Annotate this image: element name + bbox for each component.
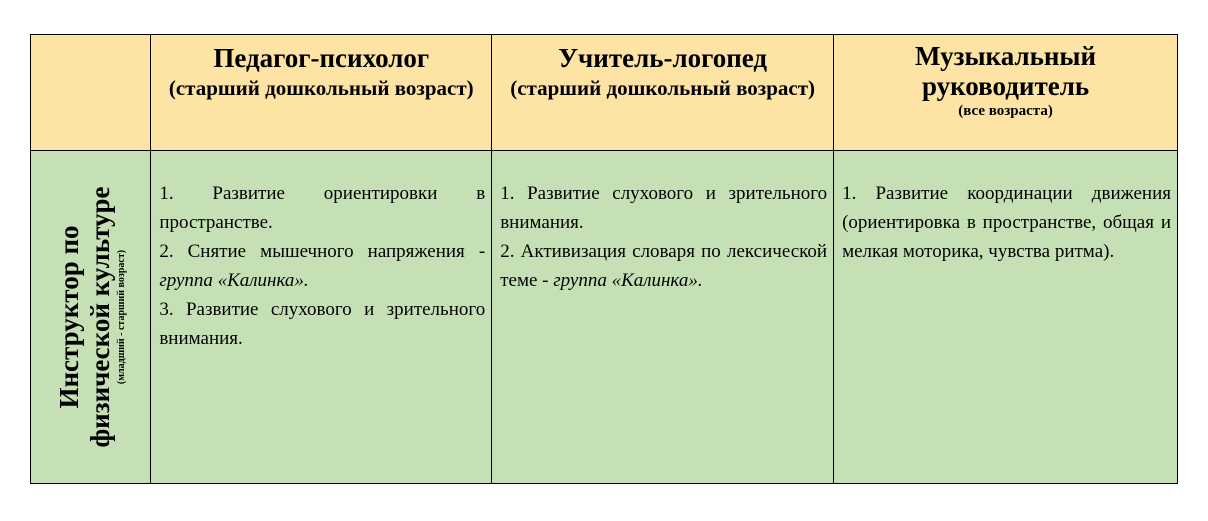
- corner-cell: [31, 35, 151, 151]
- header-cell-psychologist: [151, 35, 492, 151]
- row-header-rotated: [54, 157, 128, 477]
- list-item: 3. Развитие слухового и зрительного внимания.: [159, 299, 486, 349]
- group-name: группа «Калинка».: [159, 270, 309, 291]
- list-item: 1. Развитие ориентировки в пространстве.: [159, 183, 486, 233]
- list-item: 1. Развитие слухового и зрительного внимания.: [500, 183, 828, 233]
- group-name: группа «Калинка».: [553, 270, 703, 291]
- header-title-music-director: Музыкальный руководитель: [915, 41, 1097, 101]
- header-title-psychologist: Педагог-психолог: [213, 43, 430, 73]
- header-row: [31, 35, 1178, 151]
- header-cell-music-director: [834, 35, 1178, 151]
- header-cell-speech-therapist: [492, 35, 834, 151]
- list-item-text: 2. Активизация словаря по лексической теме -: [500, 241, 828, 291]
- pe-instructor-row: [31, 151, 1178, 484]
- cell-psychologist: [151, 151, 492, 484]
- row-header-cell: [31, 151, 151, 484]
- header-sub-music-director: (все возраста): [958, 103, 1053, 119]
- row-header-sub: (младший - старший возраст): [115, 249, 127, 385]
- list-item-text: 2. Снятие мышечного напряжения -: [159, 241, 486, 262]
- list-item: 1. Развитие координации движения (ориентировка в пространстве, общая и мелкая моторика, чувства ритма).: [842, 183, 1171, 262]
- row-header-title: Инструктор по физической культуре: [53, 186, 115, 448]
- interaction-table: [30, 34, 1178, 484]
- cell-music-director: [834, 151, 1178, 484]
- list-item: [500, 237, 827, 295]
- header-sub-psychologist: (старший дошкольный возраст): [168, 76, 474, 100]
- list-item: [159, 237, 485, 295]
- header-title-speech-therapist: Учитель-логопед: [558, 43, 768, 73]
- cell-speech-therapist: [492, 151, 834, 484]
- header-sub-speech-therapist: (старший дошкольный возраст): [510, 76, 816, 100]
